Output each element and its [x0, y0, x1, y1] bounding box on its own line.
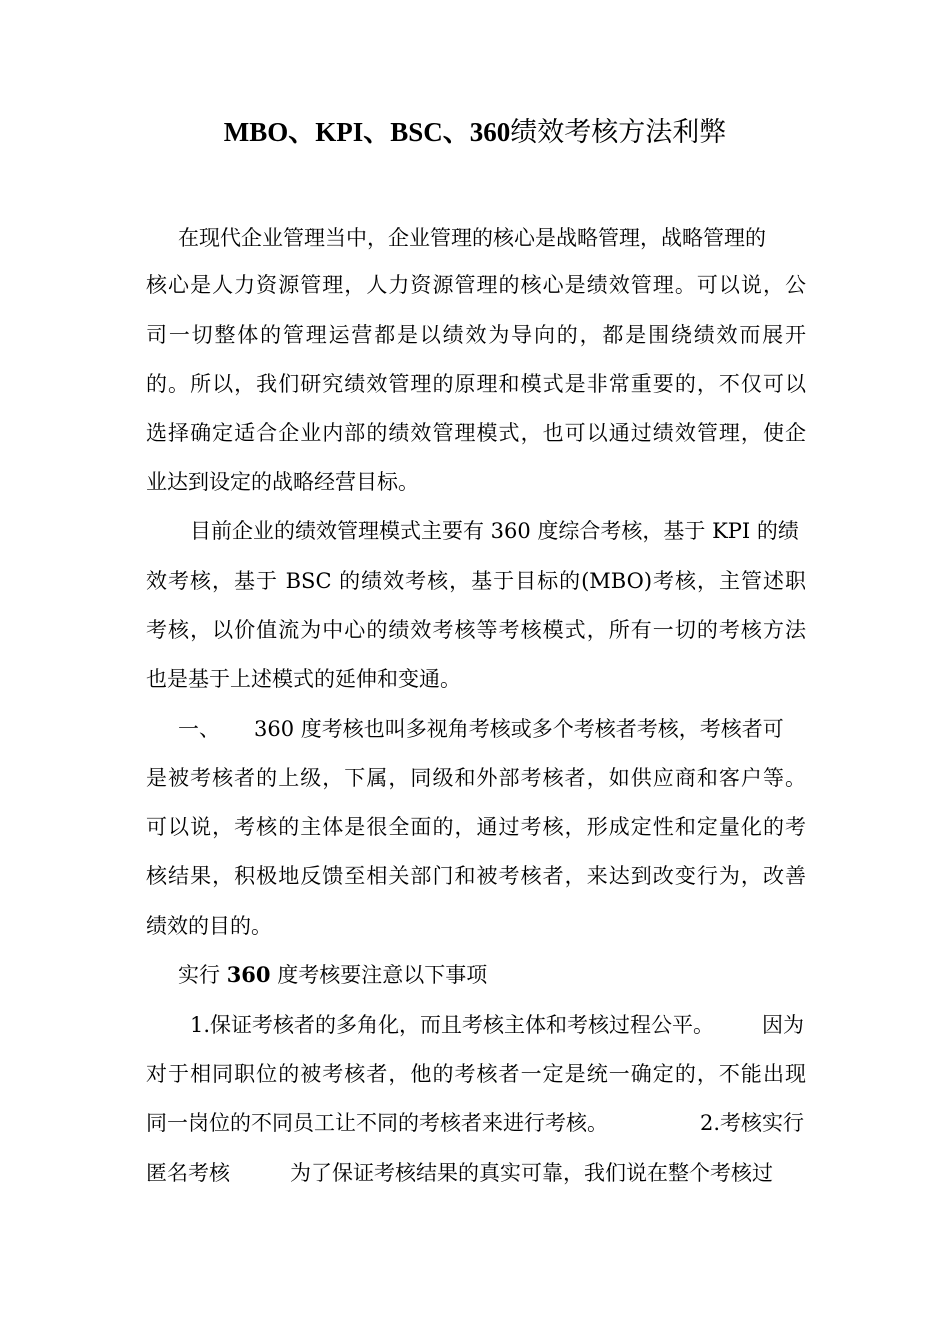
title-latin: MBO、KPI、BSC、360: [223, 117, 511, 147]
paragraph-line: 也是基于上述模式的延伸和变通。: [146, 667, 461, 691]
section-number: 一、: [178, 717, 220, 741]
paragraph-line: 业达到设定的战略经营目标。: [146, 470, 419, 494]
paragraph-line: 为了保证考核结果的真实可靠，我们说在整个考核过: [290, 1161, 773, 1185]
paragraph-line: 选择确定适合企业内部的绩效管理模式，也可以通过绩效管理，使企: [146, 421, 806, 445]
list-item-text: 1.保证考核者的多角化，而且考核主体和考核过程公平。: [190, 1013, 715, 1037]
paragraph-line: 目前企业的绩效管理模式主要有 360 度综合考核，基于 KPI 的绩: [190, 519, 799, 543]
list-item-text: 2.考核实行: [700, 1111, 805, 1135]
paragraph-line: 绩效的目的。: [146, 914, 272, 938]
paragraph-line: 效考核，基于 BSC 的绩效考核，基于目标的(MBO)考核，主管述职: [146, 569, 806, 593]
paragraph-line: 在现代企业管理当中，企业管理的核心是战略管理，战略管理的: [178, 226, 766, 250]
subheading-number: 360: [226, 962, 271, 987]
paragraph-line: 考核，以价值流为中心的绩效考核等考核模式，所有一切的考核方法: [146, 618, 806, 642]
subheading: [178, 960, 806, 990]
list-item-text: 因为: [762, 1013, 804, 1037]
paragraph-line: 的。所以，我们研究绩效管理的原理和模式是非常重要的，不仅可以: [146, 372, 806, 396]
paragraph-line: 360 度考核也叫多视角考核或多个考核者考核，考核者可: [254, 717, 784, 741]
subheading-text: 实行: [178, 963, 227, 987]
paragraph-line: 核结果，积极地反馈至相关部门和被考核者，来达到改变行为，改善: [146, 864, 806, 888]
paragraph-line: 同一岗位的不同员工让不同的考核者来进行考核。: [146, 1111, 608, 1135]
title-cjk: 绩效考核方法利弊: [510, 117, 727, 148]
document-title: [0, 112, 950, 153]
paragraph-line: 核心是人力资源管理，人力资源管理的核心是绩效管理。可以说，公: [146, 273, 806, 297]
paragraph-line: 可以说，考核的主体是很全面的，通过考核，形成定性和定量化的考: [146, 815, 806, 839]
list-item-text: 匿名考核: [146, 1161, 230, 1185]
paragraph-line: 对于相同职位的被考核者，他的考核者一定是统一确定的，不能出现: [146, 1062, 806, 1086]
paragraph-line: 是被考核者的上级，下属，同级和外部考核者，如供应商和客户等。: [146, 766, 806, 790]
subheading-text: 度考核要注意以下事项: [270, 963, 488, 987]
paragraph-line: 司一切整体的管理运营都是以绩效为导向的，都是围绕绩效而展开: [146, 323, 806, 347]
